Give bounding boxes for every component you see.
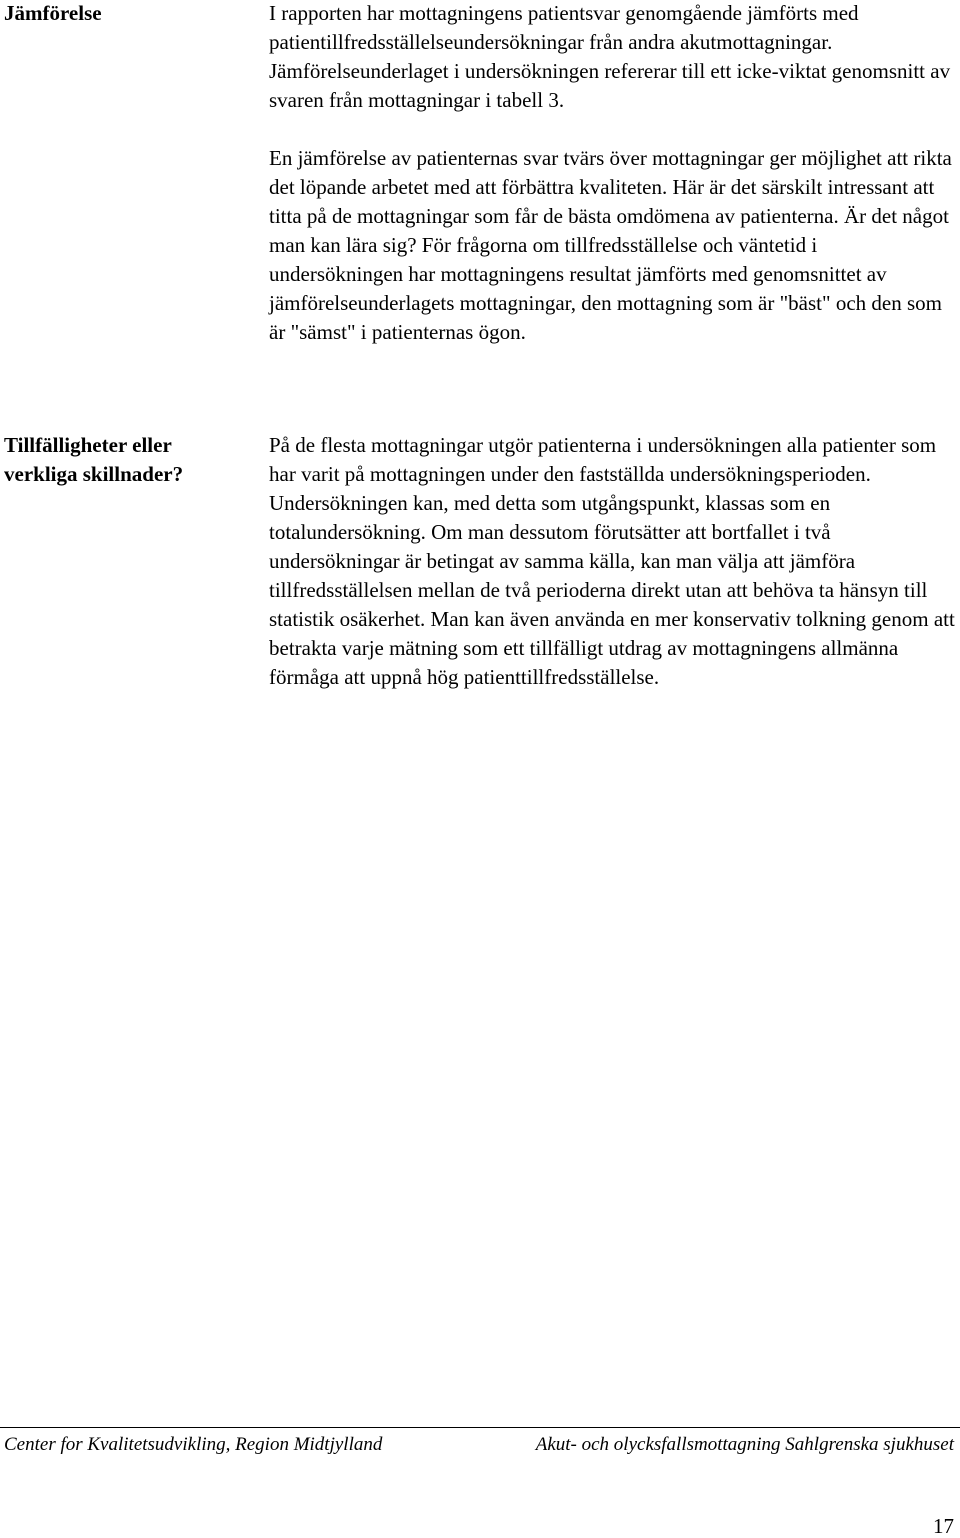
footer-organization: Center for Kvalitetsudvikling, Region Midtjylland [4,1434,383,1455]
section-body [269,431,955,692]
paragraph: I rapporten har mottagningens patientsvar genomgående jämförts med patientillfredsställelseundersökningar från andra akutmottagningar. Jämförelseunderlaget i undersökningen refererar till ett icke-viktat genomsnitt av svaren från mottagningar i tabell 3. [269,1,951,112]
paragraph: På de flesta mottagningar utgör patienterna i undersökningen alla patienter som har varit på mottagningen under den fastställda undersökningsperioden. Undersökningen kan, med detta som utgångspunkt, klassas som en totalundersökning. Om man dessutom förutsätter att bortfallet i två undersökningar är betingat av samma källa, kan man välja att jämföra tillfredsställelsen mellan de två perioderna direkt utan att behöva ta hänsyn till statistik osäkerhet. Man kan även använda en mer konservativ tolkning genom att betrakta varje mätning som ett tillfälligt utdrag av mottagningens allmänna förmåga att uppnå hög patienttillfredsställelse. [269,433,955,689]
footer-department: Akut- och olycksfallsmottagning Sahlgrenska sjukhuset [535,1434,954,1455]
section-heading: Tillfälligheter eller verkliga skillnader? [4,433,184,486]
section-heading: Jämförelse [4,1,102,25]
paragraph: En jämförelse av patienternas svar tvärs över mottagningar ger möjlighet att rikta det löpande arbetet med att förbättra kvaliteten. Här är det särskilt intressant att titta på de mottagningar som får de bästa omdömena av patienterna. Är det något man kan lära sig? För frågorna om tillfredsställelse och väntetid i undersökningen har mottagningens resultat jämförts med genomsnittet av jämförelseunderlagets mottagningar, den mottagning som är "bäst" och den som är "sämst" i patienternas ögon. [269,146,952,344]
section-body [269,0,955,347]
page-number: 17 [933,1514,954,1538]
footer-divider [0,1427,960,1428]
